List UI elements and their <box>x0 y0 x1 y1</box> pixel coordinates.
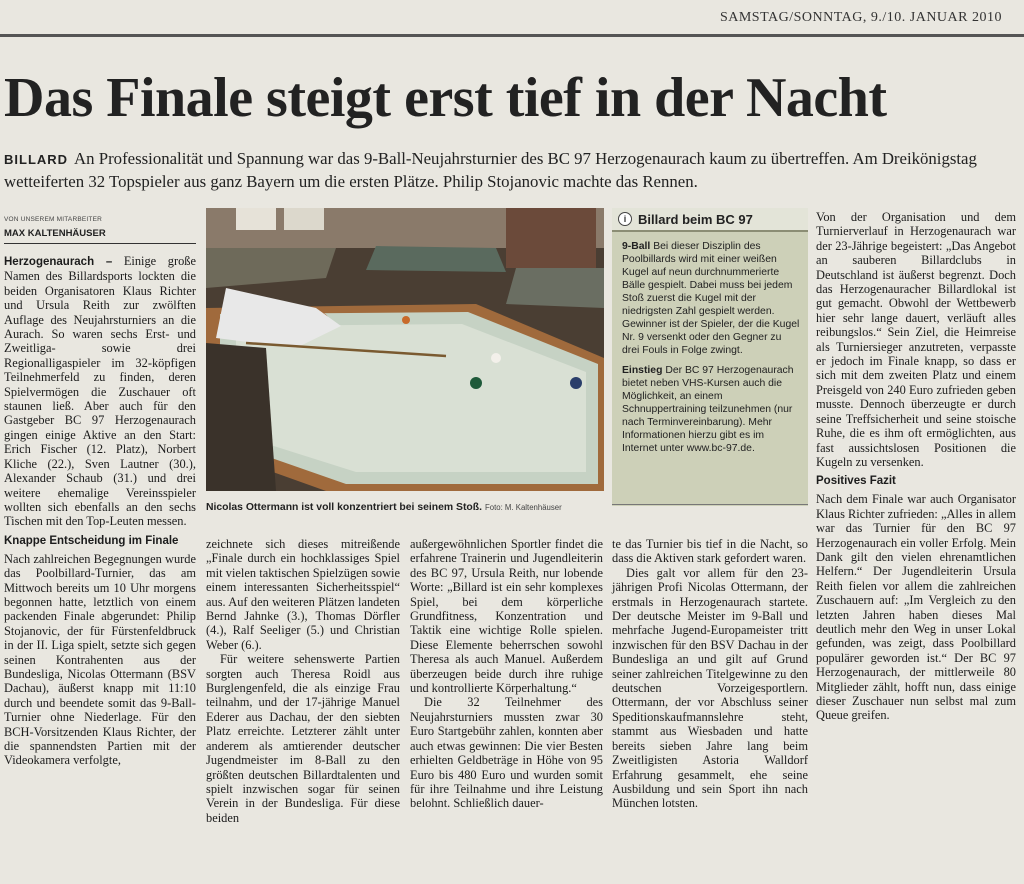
top-rule <box>0 34 1024 37</box>
column-2b-text: Für weitere sehenswerte Partien sorgten auch Theresa Roidl aus Burglengenfeld, die als einzige Frau teilnahm, und der 17-jährige Manuel Ederer aus Dachau, der den siebten Platz erreichte. Letzterer zählt unter anderem als amtierender deutscher Jugendmeister im 8-Ball zu den größten deutschen Billardtalenten und spielt inzwischen sogar für seinen Verein in der Bundesliga. Für diese beiden <box>206 652 400 825</box>
column-4a-text: te das Turnier bis tief in die Nacht, so dass die Aktiven stark gefordert waren. <box>612 537 808 566</box>
info-box-body <box>612 232 808 455</box>
subhead-final: Knappe Entscheidung im Finale <box>4 534 179 547</box>
info-icon: i <box>618 212 632 226</box>
article-column-1 <box>4 254 196 768</box>
billiard-photo <box>206 208 604 491</box>
column-3a-text: außergewöhnlichen Sportler findet die erfahrene Trainerin und Jugendleiterin des BC 97, Ursula Reith, nur lobende Worte: „Billard ist ein sehr komplexes Spiel, bei dem körperliche Grundfitness, Konzentration und Taktik eine wichtige Rolle spielen. Diese Elemente beherrschen sowohl Theresa als auch Manuel. Außerdem überzeugen beide durch ihre ruhige und kontrollierte Körperhaltung.“ <box>410 537 603 696</box>
info-box-paragraph-1 <box>622 240 800 357</box>
headline: Das Finale steigt erst tief in der Nacht <box>4 67 887 129</box>
dateline-city: Herzogenaurach – <box>4 256 113 268</box>
section-kicker: BILLARD <box>4 152 69 167</box>
info-box-header <box>612 208 808 232</box>
column-4b-text: Dies galt vor allem für den 23-jährigen Profi Nicolas Ottermann, der erstmals in Herzogenaurach startete. Der deutsche Meister im 9-Ball und mehrfache Jugend-Europameister tritt inzwischen für den BSV Dachau in der Bundesliga an und gilt auf Grund seiner zahlreichen Titelgewinne zu den deutschen Vorzeigesportlern. Ottermann, der vor Abschluss seiner Speditionskaufmannslehre steht, stammt aus Wiesbaden und hatte bereits sieben Jahre lang beim Zweitligisten Astoria Walldorf Erfahrung gesammelt, ehe seine Ausbildung und sein Sport ihn nach München lotsten. <box>612 565 808 811</box>
article-column-4 <box>612 537 808 811</box>
article-column-2 <box>206 537 400 825</box>
photo-caption <box>206 502 604 513</box>
info-box-term-2: Einstieg <box>622 365 663 376</box>
info-box-text-2: Der BC 97 Herzogenaurach bietet neben VHS-Kursen auch die Möglichkeit, an einem Schnuppertraining teilzunehmen (nur nach Terminvereinbarung). Mehr Informationen hierzu gibt es im Internet unter www.bc-97.de. <box>622 365 794 454</box>
article-column-3 <box>410 537 603 811</box>
column-3b-text: Die 32 Teilnehmer des Neujahrsturniers mussten zwar 30 Euro Startgebühr zahlen, konnten aber auch etwas gewinnen: Die vier Besten erhielten Geldbeträge in Höhe von 95 Euro bis 480 Euro und wurden somit für ihre Teilnahme und ihre Leistung belohnt. Schließlich dauer- <box>410 695 603 811</box>
byline-author: MAX KALTENHÄUSER <box>4 228 106 239</box>
lead-text: An Professionalität und Spannung war das 9-Ball-Neujahrsturnier des BC 97 Herzogenaurach kaum zu übertreffen. Am Dreikönigstag wetteiferten 32 Topspieler aus ganz Bayern um die ersten Plätze. Philip Stojanovic machte das Rennen. <box>4 149 977 191</box>
column-1b-text: Nach zahlreichen Begegnungen wurde das Poolbillard-Turnier, das am Mittwoch bereits um 10 Uhr morgens begonnen hatte, letztlich von einem packenden Finale abgerundet: Philip Stojanovic, der für Fürstenfeldbruck in der II. Liga spielt, setzte sich gegen seinen Kontrahenten aus der Bundesliga, Nicolas Ottermann (BSV Dachau), äußerst knapp mit 11:10 durch und beendete somit das 9-Ball-Turnier ohne Niederlage. Für den BCH-Vorsitzenden Klaus Richter, der die spannendsten Partien mit der Videokamera verfolgte, <box>4 551 196 768</box>
byline-label: VON UNSEREM MITARBEITER <box>4 216 103 223</box>
info-box-term-1: 9-Ball <box>622 241 651 252</box>
column-5b-text: Nach dem Finale war auch Organisator Klaus Richter zufrieden: „Alles in allem war das Turnier für den BC 97 Herzogenaurach ein voller Erfolg. Mein Dank gilt den vielen ehrenamtlichen Helfern.“ Der Jugendleiterin Ursula Reith fielen vor allem die zahlreichen Zuschauern auf: „Im Vergleich zu den letzten Jahren haben dieses Mal deutlich mehr den Weg in unser Lokal gefunden, was zeigt, dass Poolbillard populärer geworden ist.“ Der BC 97 Herzogenaurach, der mittlerweile 80 Mitglieder zählt, hofft nun, dass einige dieser Zuschauer nun selbst mal zum Queue greifen. <box>816 492 1016 723</box>
photo-illustration <box>206 208 604 491</box>
issue-date: SAMSTAG/SONNTAG, 9./10. JANUAR 2010 <box>719 10 1002 25</box>
lead-paragraph <box>4 148 1019 193</box>
info-box-bottom-rule <box>612 504 808 505</box>
byline-rule <box>4 243 196 244</box>
info-box-paragraph-2 <box>622 364 800 455</box>
info-box <box>612 208 808 506</box>
info-box-text-1: Bei dieser Disziplin des Poolbillards wird mit einer weißen Kugel auf neun durchnummerierte Bälle gespielt. Dabei muss bei jedem Stoß zuerst die Kugel mit der niedrigsten Zahl gespielt werden. Gewinner ist der Spieler, der die Kugel Nr. 9 versenkt oder den Gegner zu drei Fouls in Folge zwingt. <box>622 241 800 356</box>
article-column-5 <box>816 210 1016 723</box>
column-2a-text: zeichnete sich dieses mitreißende „Finale durch ein hochklassiges Spiel mit vielen taktischen Spielzügen sowie einem interessanten Sicherheitsspiel“ aus. Auf den weiteren Plätzen landeten Bernd Jahnke (3.), Thomas Dörfler (4.), Ralf Seeliger (5.) und Christian Weber (6.). <box>206 537 400 652</box>
photo-caption-text: Nicolas Ottermann ist voll konzentriert bei seinem Stoß. <box>206 502 482 513</box>
subhead-fazit: Positives Fazit <box>816 475 896 488</box>
photo-credit: Foto: M. Kaltenhäuser <box>485 503 562 512</box>
column-5a-text: Von der Organisation und dem Turnierverlauf in Herzogenaurach war der 23-Jährige begeistert: „Das Angebot an sauberen Billardclubs in Deutschland ist äußerst begrenzt. Doch das Herzogenauracher Billardlokal ist gut gemacht. Obwohl der Wettbewerb hier sehr lange dauert, verläuft alles reibungslos.“ Sein Ziel, die Heimreise als Turniersieger anzutreten, verpasste er jedoch im Finale knapp, so dass er sich mit dem zweiten Platz und einem Preisgeld von 240 Euro zufrieden geben musste. Dennoch überzeugte er durch seine Treffsicherheit und seine stoische Ruhe, die es ihm oft ermöglichten, aus fast aussichtslosen Positionen die Kugeln zu versenken. <box>816 210 1016 469</box>
column-1-text: Einige große Namen des Billardsports lockten die beiden Organisatoren Klaus Richter und Ursula Reith zur zwölften Auflage des Neujahrsturniers an die Aurach. So waren sechs Erst- und Zweitliga- sowie drei Regionalligaspieler im 32-köpfigen Teilnehmerfeld zu finden, deren Spielvermögen die Zuschauer oft staunen ließ. Aber auch für den Gastgeber BC 97 Herzogenaurach gingen einige Aktive an den Start: Erich Fischer (12. Platz), Norbert Kliche (22.), Sven Lautner (30.), Alexander Schaub (31.) und drei weitere ehemalige Vereinsspieler wollten sich ebenfalls an den sechs Tischen mit den Top-Leuten messen. <box>4 254 196 529</box>
info-box-title: Billard beim BC 97 <box>638 211 753 227</box>
